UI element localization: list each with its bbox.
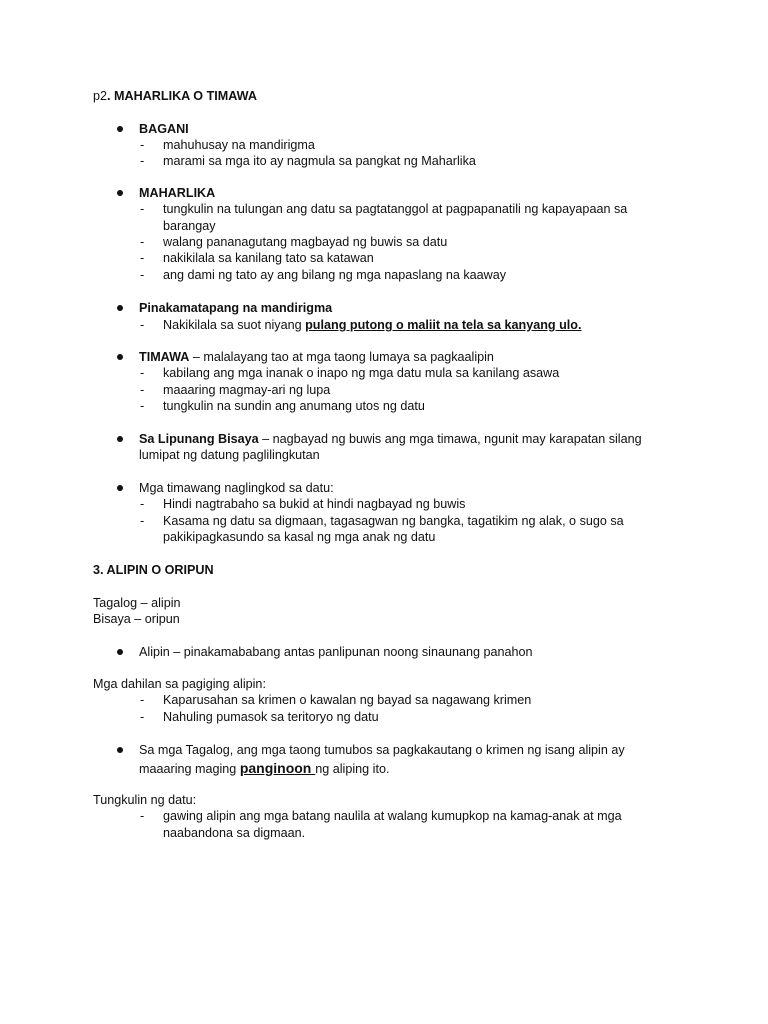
dash-icon: - [140,366,145,380]
tagalog-term: Tagalog – alipin [93,596,181,610]
tungkulin-label: Tungkulin ng datu: [93,793,197,807]
list-item: Nakikilala sa suot niyang pulang putong o maliit na tela sa kanyang ulo. [163,318,582,332]
bullet-icon [117,190,123,196]
bullet-icon [117,485,123,491]
dash-icon: - [140,202,145,216]
underlined-text: pulang putong o maliit na tela sa kanyang ulo. [305,318,582,332]
dash-icon: - [140,383,145,397]
maharlika-label: MAHARLIKA [139,186,216,200]
dash-icon: - [140,318,145,332]
list-item: Kaparusahan sa krimen o kawalan ng bayad sa nagawang krimen [163,693,532,707]
list-item: walang pananagutang magbayad ng buwis sa datu [163,235,448,249]
section-heading-alipin: 3. ALIPIN O ORIPUN [93,563,214,577]
list-item: gawing alipin ang mga batang naulila at walang kumupkop na kamag-anak at mga [163,809,622,823]
dash-icon: - [140,251,145,265]
list-item: Kasama ng datu sa digmaan, tagasagwan ng bangka, tagatikim ng alak, o sugo sa [163,514,624,528]
dash-icon: - [140,268,145,282]
panginoon-paragraph: Sa mga Tagalog, ang mga taong tumubos sa pagkakautang o krimen ng isang alipin ay [139,743,625,757]
dash-icon: - [140,514,145,528]
list-item: Nahuling pumasok sa teritoryo ng datu [163,710,379,724]
list-item: marami sa mga ito ay nagmula sa pangkat ng Maharlika [163,154,476,168]
underlined-text: panginoon [239,760,316,776]
list-item: tungkulin na tulungan ang datu sa pagtatanggol at pagpapanatili ng kapayapaan sa [163,202,628,216]
list-item-continuation: naabandona sa digmaan. [163,826,306,840]
section-heading-maharlika [93,88,257,104]
bullet-icon [117,747,123,753]
heading-prefix: p2 [93,89,108,103]
list-item: nakikilala sa kanilang tato sa katawan [163,251,374,265]
bullet-icon [117,305,123,311]
dahilan-label: Mga dahilan sa pagiging alipin: [93,677,266,691]
list-item: Hindi nagtrabaho sa bukid at hindi nagbayad ng buwis [163,497,466,511]
list-item: maaaring magmay-ari ng lupa [163,383,331,397]
dash-icon: - [140,235,145,249]
alipin-definition: Alipin – pinakamababang antas panlipunan noong sinaunang panahon [139,645,533,659]
list-item-continuation: pakikipagkasundo sa kasal ng mga anak ng datu [163,530,436,544]
bullet-icon [117,354,123,360]
dash-icon: - [140,497,145,511]
dash-icon: - [140,693,145,707]
list-item-continuation: barangay [163,219,216,233]
panginoon-line: maaaring maging panginoon ng aliping ito. [139,760,390,776]
timawa-label: TIMAWA – malalayang tao at mga taong lumaya sa pagkaalipin [139,350,494,364]
dash-icon: - [140,154,145,168]
bagani-label: BAGANI [139,122,189,136]
matapang-label: Pinakamatapang na mandirigma [139,301,333,315]
list-item: ang dami ng tato ay ang bilang ng mga napaslang na kaaway [163,268,507,282]
naglingkod-label: Mga timawang naglingkod sa datu: [139,481,334,495]
dash-icon: - [140,710,145,724]
bisaya-term: Bisaya – oripun [93,612,180,626]
list-item: mahuhusay na mandirigma [163,138,315,152]
list-item: kabilang ang mga inanak o inapo ng mga datu mula sa kanilang asawa [163,366,560,380]
list-item: tungkulin na sundin ang anumang utos ng datu [163,399,425,413]
bisaya-continuation: lumipat ng datung paglilingkutan [139,448,320,462]
bullet-icon [117,126,123,132]
dash-icon: - [140,399,145,413]
dash-icon: - [140,138,145,152]
bisaya-label: Sa Lipunang Bisaya – nagbayad ng buwis ang mga timawa, ngunit may karapatan silang [139,432,642,446]
bullet-icon [117,649,123,655]
dash-icon: - [140,809,145,823]
bullet-icon [117,436,123,442]
heading-title: . MAHARLIKA O TIMAWA [107,89,257,103]
